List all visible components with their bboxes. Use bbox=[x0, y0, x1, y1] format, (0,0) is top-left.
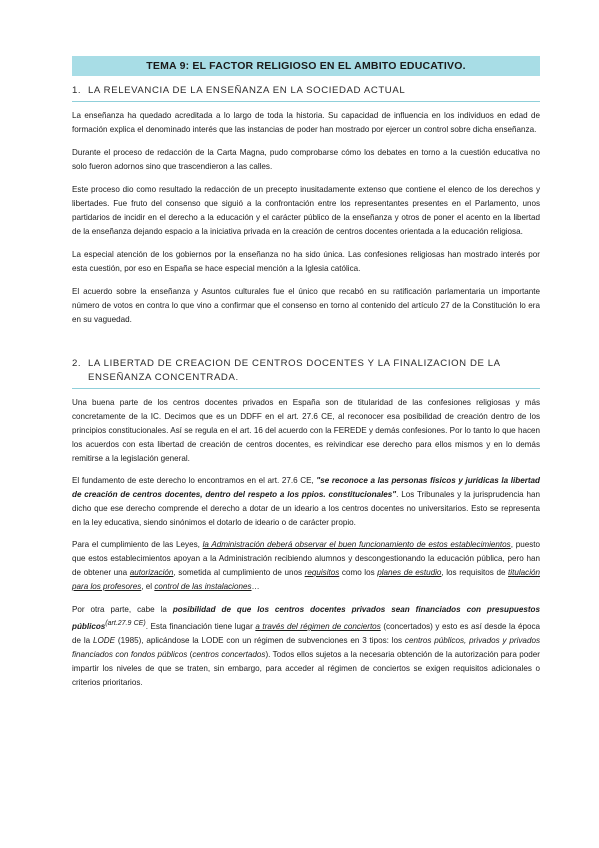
p3-planes-estudio: planes de estudio bbox=[377, 568, 442, 577]
p3-text-b: , puesto que estos establecimientos apoyan a la Administración recibiendo alumnos y descongestionando la educación pública, pero han de obtener una bbox=[72, 540, 540, 577]
section-1-paragraph-3: Este proceso dio como resultado la redacción de un precepto inusitadamente extenso que contiene el elenco de los derechos y libertades. Fue fruto del consenso que siguió a la confrontación entre los representantes presentes en el Parlamento, unos partidarios de incidir en el derecho a la educación y el carácter público de la enseñanza y otros de poner el acento en la libertad de la enseñanza dejando espacio a la iniciativa privada en la creación de centros docentes orientada a la educación religiosa. bbox=[72, 185, 540, 236]
p3-text-e: , los requisitos de bbox=[441, 568, 509, 577]
p4-text-f: ). Todos ellos sujetos a la necesaria obtención de la autorización para poder impartir los niveles de que se traten, sin embargo, para acceder al régimen de conciertos se exigen requisitos adicionales o criterios prioritarios. bbox=[72, 650, 540, 687]
document-page bbox=[72, 56, 540, 690]
section-1-number: 1. bbox=[72, 85, 82, 96]
section-2-paragraph-3 bbox=[72, 538, 540, 594]
section-2-paragraph-1: Una buena parte de los centros docentes privados en España son de titularidad de las confesiones religiosas y más concretamente de la IC. Decimos que es un DDFF en el art. 27.6 CE, al reconocer esa posibilidad de creación dentro de los principios constitucionales. Así se regula en el art. 16 del acuerdo con la FEREDE y demás confesiones. Por lo tanto lo que hacen los acuerdos con esta libertad de creación de centros docentes, es reivindicar ese derecho para ellos mismos y en lo demás remitirse a la legislación general. bbox=[72, 398, 540, 463]
section-1-paragraph-4: La especial atención de los gobiernos por la enseñanza no ha sido única. Las confesiones religiosas han mostrado interés por esta cuestión, por eso en España se hace especial mención a la Iglesia católica. bbox=[72, 250, 540, 273]
p2-text-a: El fundamento de este derecho lo encontramos en el art. 27.6 CE, bbox=[72, 476, 317, 485]
p4-lode: LODE bbox=[92, 636, 116, 645]
section-2-number: 2. bbox=[72, 358, 82, 369]
document-title: TEMA 9: EL FACTOR RELIGIOSO EN EL AMBITO EDUCATIVO. bbox=[146, 60, 466, 72]
p3-titulacion-profesores: titulación para los profesores bbox=[72, 568, 540, 591]
p3-autorizacion: autorización bbox=[129, 568, 174, 577]
p4-centros-concertados: centros concertados bbox=[192, 650, 266, 659]
p3-text-c: , sometida al cumplimiento de unos bbox=[173, 568, 305, 577]
p4-regimen-conciertos: a través del régimen de conciertos bbox=[255, 622, 381, 631]
section-1-title: LA RELEVANCIA DE LA ENSEÑANZA EN LA SOCIEDAD ACTUAL bbox=[88, 85, 406, 96]
p3-requisitos: requisitos bbox=[304, 568, 340, 577]
p4-posibilidad-financiacion: posibilidad de que los centros docentes privados sean financiados con presupuestos públicos bbox=[72, 605, 540, 631]
section-2-paragraph-2 bbox=[72, 474, 540, 530]
p4-article-reference: (art.27.9 CE) bbox=[105, 620, 146, 627]
p3-text-a: Para el cumplimiento de las Leyes, bbox=[72, 540, 203, 549]
p4-text-c: (concertados) y esto es así desde la época de la bbox=[72, 622, 540, 645]
p2-text-b: . Los Tribunales y la jurisprudencia han dicho que ese derecho comprende el derecho a dotar de un ideario a los centros docentes no universitarios. Esto se representa en la ley educativa, siendo sinónimos el dotarlo de ideario o de carácter propio. bbox=[72, 490, 541, 527]
p3-admin-underlined: la Administración deberá observar el buen funcionamiento de estos establecimientos bbox=[202, 540, 511, 549]
p3-text-f: , el bbox=[141, 582, 155, 591]
p4-text-e: ( bbox=[187, 650, 193, 659]
section-1-heading bbox=[72, 84, 540, 102]
section-1-paragraph-5: El acuerdo sobre la enseñanza y Asuntos culturales fue el único que recabó en su ratificación parlamentaria un importante número de votos en contra lo que vino a confirmar que el consenso en torno al contenido del artículo 27 de la Constitución lo era en su vaguedad. bbox=[72, 287, 540, 324]
p4-text-d: (1985), aplicándose la LODE con un régimen de subvenciones en 3 tipos: los bbox=[115, 636, 405, 645]
p3-text-g: … bbox=[251, 582, 260, 591]
p3-control-instalaciones: control de las instalaciones bbox=[154, 582, 252, 591]
section-1-paragraph-1: La enseñanza ha quedado acreditada a lo largo de toda la historia. Su capacidad de influencia en los individuos en edad de formación explica el denominado interés que las instancias de poder han mostrado por ejercer un control sobre dicha enseñanza. bbox=[72, 111, 540, 134]
section-2-paragraph-4 bbox=[72, 603, 540, 690]
p4-text-a: Por otra parte, cabe la bbox=[72, 605, 173, 614]
section-2-heading bbox=[72, 357, 540, 389]
p4-text-b: . Esta financiación tiene lugar bbox=[145, 622, 256, 631]
document-title-bar bbox=[72, 56, 540, 76]
p2-constitution-quote: "se reconoce a las personas físicos y jurídicas la libertad de creación de centros docentes, dentro del respeto a los ppios. constitucionales" bbox=[72, 476, 540, 499]
section-2-title: LA LIBERTAD DE CREACION DE CENTROS DOCENTES Y LA FINALIZACION DE LA ENSEÑANZA CONCENTRADA. bbox=[88, 358, 501, 383]
section-1-paragraph-2: Durante el proceso de redacción de la Carta Magna, pudo comprobarse cómo los debates en torno a la cuestión educativa no solo fueron adornos sino que trascendieron a las calles. bbox=[72, 148, 540, 171]
p3-text-d: como los bbox=[339, 568, 378, 577]
p4-tipos-centros: centros públicos, privados y privados financiados con fondos públicos bbox=[72, 636, 540, 659]
